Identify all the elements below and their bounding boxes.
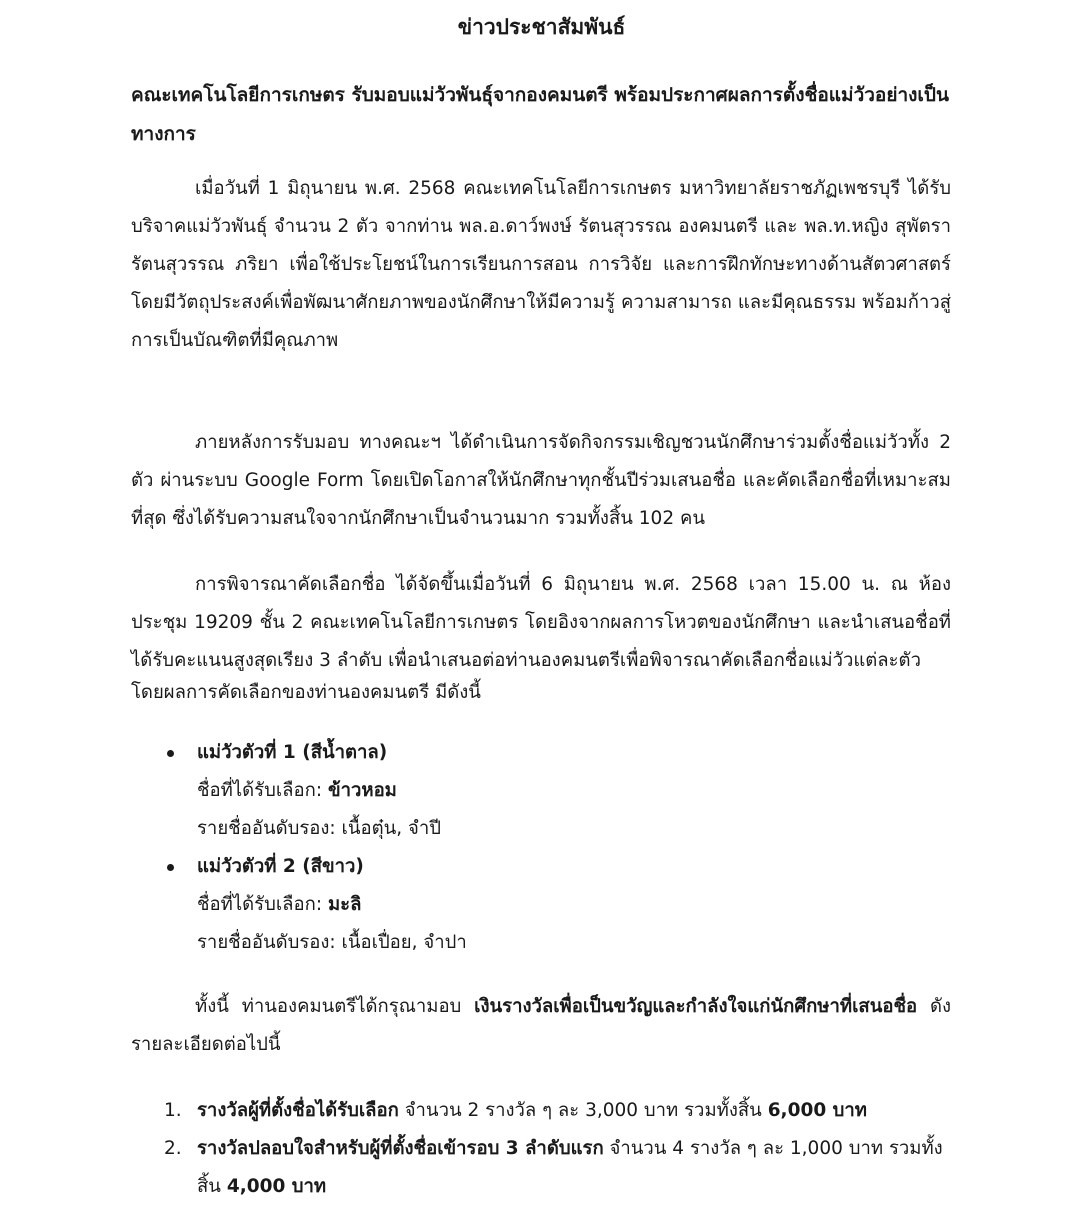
paragraph-selection-meeting: การพิจารณาคัดเลือกชื่อ ได้จัดขึ้นเมื่อวันที่ 6 มิถุนายน พ.ศ. 2568 เวลา 15.00 น. ณ ห้องประชุม 19209 ชั้น 2 คณะเทคโนโลยีการเกษตร โดยอิงจากผลการโหวตของนักศึกษา และนำเสนอชื่อที่ได้รับคะแนนสูงสุดเรียง 3 ลำดับ เพื่อนำเสนอต่อท่านองคมนตรีเพื่อพิจารณาคัดเลือกชื่อแม่วัวแต่ละตัว xyxy=(131,574,951,671)
award-detail: จำนวน 4 รางวัล ๆ ละ 1,000 บาท รวมทั้งสิ้น xyxy=(197,1138,943,1197)
award-number: 2. xyxy=(164,1138,182,1159)
selected-name-label: ชื่อที่ได้รับเลือก: xyxy=(197,780,328,801)
list-item xyxy=(131,1130,951,1206)
results-intro: โดยผลการคัดเลือกของท่านองคมนตรี มีดังนี้ xyxy=(131,682,481,703)
selected-name: มะลิ xyxy=(327,894,362,915)
prize-intro-after: ดังรายละเอียดต่อไปนี้ xyxy=(131,996,951,1055)
selected-name-line xyxy=(197,772,951,810)
prize-intro-text: ทั้งนี้ ท่านองคมนตรีได้กรุณามอบ xyxy=(195,996,475,1017)
award-list xyxy=(131,1092,951,1206)
selected-name: ข้าวหอม xyxy=(327,780,397,801)
award-title: รางวัลผู้ที่ตั้งชื่อได้รับเลือก xyxy=(197,1100,399,1121)
paragraph-donation: เมื่อวันที่ 1 มิถุนายน พ.ศ. 2568 คณะเทคโนโลยีการเกษตร มหาวิทยาลัยราชภัฏเพชรบุรี ได้รับบริจาคแม่วัวพันธุ์ จำนวน 2 ตัว จากท่าน พล.อ.ดาว์พงษ์ รัตนสุวรรณ องคมนตรี และ พล.ท.หญิง สุพัตรา รัตนสุวรรณ ภริยา เพื่อใช้ประโยชน์ในการเรียนการสอน การวิจัย และการฝึกทักษะทางด้านสัตวศาสตร์ โดยมีวัตถุประสงค์เพื่อพัฒนาศักยภาพของนักศึกษาให้มีความรู้ ความสามารถ และมีคุณธรรม พร้อมก้าวสู่การเป็นบัณฑิตที่มีคุณภาพ xyxy=(131,178,951,351)
award-total: 4,000 บาท xyxy=(226,1176,327,1197)
list-item xyxy=(131,848,951,962)
award-detail: จำนวน 2 รางวัล ๆ ละ 3,000 บาท รวมทั้งสิ้น xyxy=(398,1100,768,1121)
award-number: 1. xyxy=(164,1100,182,1121)
selected-name-line xyxy=(197,886,951,924)
document-title: ข่าวประชาสัมพันธ์ xyxy=(457,15,626,39)
runners-up-line: รายชื่ออันดับรอง: เนื้อเปื่อย, จำปา xyxy=(197,932,467,953)
list-item xyxy=(131,734,951,848)
bullet-icon xyxy=(167,864,174,871)
list-item xyxy=(131,1092,951,1130)
selected-name-label: ชื่อที่ได้รับเลือก: xyxy=(197,894,328,915)
runners-up-line: รายชื่ออันดับรอง: เนื้อตุ๋น, จำปี xyxy=(197,818,442,839)
cow-heading: แม่วัวตัวที่ 2 (สีขาว) xyxy=(197,856,364,877)
cow-heading: แม่วัวตัวที่ 1 (สีน้ำตาล) xyxy=(197,742,388,763)
paragraph-naming-activity: ภายหลังการรับมอบ ทางคณะฯ ได้ดำเนินการจัดกิจกรรมเชิญชวนนักศึกษาร่วมตั้งชื่อแม่วัวทั้ง 2 ตัว ผ่านระบบ Google Form โดยเปิดโอกาสให้นักศึกษาทุกชั้นปีร่วมเสนอชื่อ และคัดเลือกชื่อที่เหมาะสมที่สุด ซึ่งได้รับความสนใจจากนักศึกษาเป็นจำนวนมาก รวมทั้งสิ้น 102 คน xyxy=(131,432,951,529)
prize-intro-bold: เงินรางวัลเพื่อเป็นขวัญและกำลังใจแก่นักศึกษาที่เสนอชื่อ xyxy=(474,996,918,1017)
cow-results-list xyxy=(131,734,951,962)
paragraph-prize-intro xyxy=(131,988,951,1064)
news-headline: คณะเทคโนโลยีการเกษตร รับมอบแม่วัวพันธุ์จากองคมนตรี พร้อมประกาศผลการตั้งชื่อแม่วัวอย่างเป็นทางการ xyxy=(131,84,949,145)
bullet-icon xyxy=(167,750,174,757)
award-title: รางวัลปลอบใจสำหรับผู้ที่ตั้งชื่อเข้ารอบ 3 ลำดับแรก xyxy=(197,1138,604,1159)
award-total: 6,000 บาท xyxy=(767,1100,867,1121)
